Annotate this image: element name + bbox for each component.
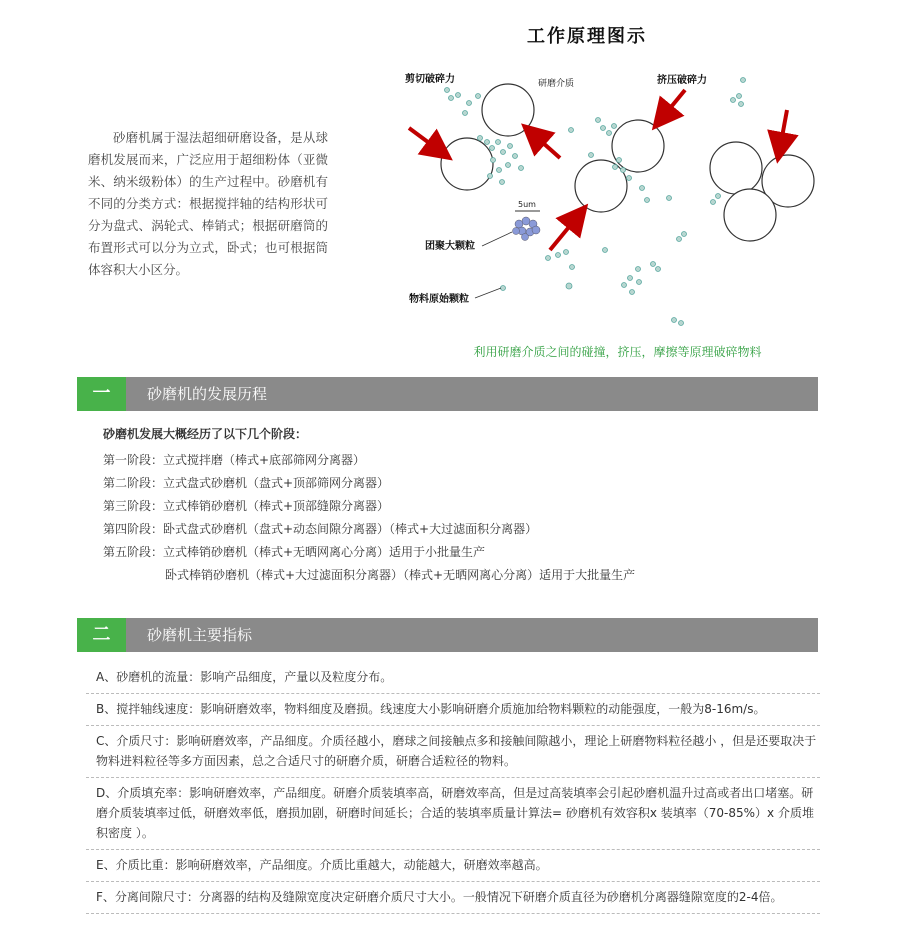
diagram-svg bbox=[395, 20, 840, 365]
history-stage: 第五阶段：立式棒销砂磨机（棒式+无晒网离心分离）适用于小批量生产 bbox=[103, 545, 486, 559]
history-stage: 第一阶段：立式搅拌磨（棒式+底部筛网分离器） bbox=[103, 453, 366, 467]
label-squeeze-force: 挤压破碎力 bbox=[657, 75, 707, 86]
media-sphere bbox=[441, 138, 493, 190]
media-sphere bbox=[612, 120, 664, 172]
metric-item: A、砂磨机的流量：影响产品细度，产量以及粒度分布。 bbox=[86, 662, 820, 694]
shear-force-arrow-right bbox=[533, 134, 560, 158]
label-shear-force: 剪切破碎力 bbox=[405, 74, 455, 85]
section-number: 一 bbox=[77, 377, 126, 411]
media-sphere bbox=[724, 189, 776, 241]
metric-item: F、分离间隙尺寸：分离器的结构及缝隙宽度决定研磨介质尺寸大小。一般情况下研磨介质直径为砂磨机分离器缝隙宽度的2-4倍。 bbox=[86, 882, 820, 914]
squeeze-force-arrow-top bbox=[662, 90, 685, 118]
media-sphere bbox=[710, 142, 762, 194]
shear-force-arrow-left bbox=[409, 128, 440, 151]
diagram-title: 工作原理图示 bbox=[527, 26, 647, 47]
squeeze-force-arrow-bottom bbox=[550, 216, 578, 250]
label-raw-particle: 物料原始颗粒 bbox=[409, 294, 469, 305]
scale-label: 5um bbox=[518, 200, 536, 209]
intro-text-block bbox=[88, 127, 328, 281]
media-sphere bbox=[575, 160, 627, 212]
history-stage-continued: 卧式棒销砂磨机（棒式+大过滤面积分离器）（棒式+无晒网离心分离）适用于大批量生产 bbox=[165, 568, 636, 582]
agglomerate-cluster bbox=[513, 217, 541, 241]
metric-item: E、介质比重：影响研磨效率，产品细度。介质比重越大，动能越大，研磨效率越高。 bbox=[86, 850, 820, 882]
agglomerate-pointer bbox=[482, 232, 512, 246]
metric-item: D、介质填充率：影响研磨效率，产品细度。研磨介质装填率高，研磨效率高，但是过高装填率会引起砂磨机温升过高或者出口堵塞。研磨介质装填率过低，研磨效率低，磨损加剧，研磨时间延长；合适的装填率质量计算法= 砂磨机有效容积x 装填率（70-85%）x 介质堆积密度 ）。 bbox=[86, 778, 820, 850]
section-number: 二 bbox=[77, 618, 126, 652]
label-agglomerate: 团聚大颗粒 bbox=[425, 241, 475, 252]
metric-item: B、搅拌轴线速度：影响研磨效率，物料细度及磨损。线速度大小影响研磨介质施加给物料颗粒的动能强度，一般为8-16m/s。 bbox=[86, 694, 820, 726]
history-block bbox=[103, 425, 635, 587]
label-grinding-media: 研磨介质 bbox=[538, 79, 575, 89]
grinding-media-group bbox=[441, 84, 814, 241]
intro-paragraph: 砂磨机属于湿法超细研磨设备，是从球磨机发展而来，广泛应用于超细粉体（亚微米、纳米级粉体）的生产过程中。砂磨机有不同的分类方式：根据搅拌轴的结构形状可分为盘式、涡轮式、棒销式；根据研磨筒的布置形式可以分为立式，卧式；也可根据筒体容积大小区分。 bbox=[88, 130, 328, 277]
raw-particle-pointer bbox=[475, 288, 501, 298]
history-lead: 砂磨机发展大概经历了以下几个阶段： bbox=[103, 427, 308, 441]
working-principle-diagram bbox=[395, 20, 840, 365]
section-header-metrics bbox=[77, 618, 818, 652]
history-stage: 第二阶段：立式盘式砂磨机（盘式+顶部筛网分离器） bbox=[103, 476, 390, 490]
diagram-caption: 利用研磨介质之间的碰撞，挤压，摩擦等原理破碎物料 bbox=[473, 345, 762, 359]
metrics-list bbox=[86, 662, 820, 914]
section-title: 砂磨机主要指标 bbox=[147, 626, 253, 644]
section-header-history bbox=[77, 377, 818, 411]
history-stage: 第三阶段：立式棒销砂磨机（棒式+顶部缝隙分离器） bbox=[103, 499, 390, 513]
metric-item: C、介质尺寸：影响研磨效率，产品细度。介质径越小，磨球之间接触点多和接触间隙越小，理论上研磨物料粒径越小 ，但是还要取决于物料进料粒径等多方面因素，总之合适尺寸的研磨介质，研磨合适粒径的物料。 bbox=[86, 726, 820, 778]
media-sphere bbox=[482, 84, 534, 136]
history-stage: 第四阶段：卧式盘式砂磨机（盘式+动态间隙分离器）（棒式+大过滤面积分离器） bbox=[103, 522, 538, 536]
squeeze-force-arrow-right bbox=[780, 110, 787, 148]
section-title: 砂磨机的发展历程 bbox=[147, 385, 268, 403]
